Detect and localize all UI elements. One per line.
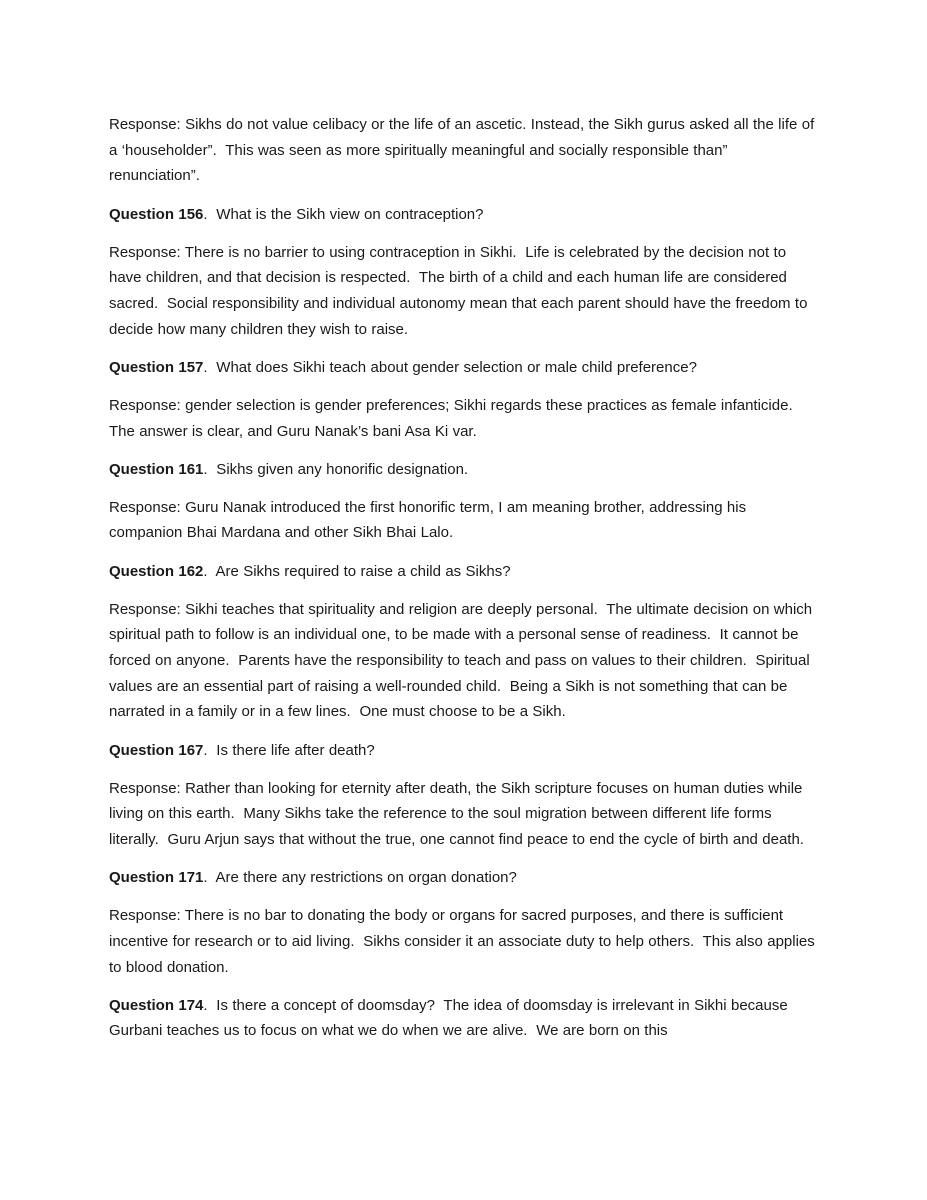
- question-paragraph: [109, 355, 819, 381]
- response-paragraph: [109, 393, 819, 444]
- question-paragraph: [109, 559, 819, 585]
- question-number: Question 174: [109, 996, 204, 1014]
- question-paragraph: [109, 993, 819, 1044]
- paragraph-text: . Are Sikhs required to raise a child as Sikhs?: [203, 562, 511, 580]
- question-paragraph: [109, 457, 819, 483]
- paragraph-text: . Is there a concept of doomsday? The idea of doomsday is irrelevant in Sikhi because Gurbani teaches us to focus on what we do when we are alive. We are born on this: [109, 996, 793, 1040]
- question-number: Question 167: [109, 741, 204, 759]
- document-body: [109, 112, 819, 1044]
- question-number: Question 171: [109, 869, 204, 887]
- question-number: Question 156: [109, 205, 204, 223]
- question-number: Question 157: [109, 358, 204, 376]
- paragraph-text: Response: Sikhi teaches that spirituality and religion are deeply personal. The ultimate decision on which spiritual path to follow is an individual one, to be made with a personal sense of readiness. It cannot be forced on anyone. Parents have the responsibility to teach and pass on values to their children. Spiritual values are an essential part of raising a well-rounded child. Being a Sikh is not something that can be narrated in a family or in a few lines. One must choose to be a Sikh.: [109, 600, 817, 721]
- question-number: Question 161: [109, 460, 204, 478]
- paragraph-text: . Are there any restrictions on organ donation?: [203, 869, 517, 887]
- paragraph-text: . Sikhs given any honorific designation.: [203, 460, 469, 478]
- paragraph-text: . What is the Sikh view on contraception?: [203, 205, 484, 223]
- response-paragraph: [109, 240, 819, 343]
- question-paragraph: [109, 865, 819, 891]
- question-paragraph: [109, 202, 819, 228]
- paragraph-text: Response: There is no bar to donating the body or organs for sacred purposes, and there is sufficient incentive for research or to aid living. Sikhs consider it an associate duty to help others. This also applies to blood donation.: [109, 907, 820, 976]
- paragraph-text: Response: Sikhs do not value celibacy or the life of an ascetic. Instead, the Sikh gurus asked all the life of a ‘householder”. This was seen as more spiritually meaningful and socially responsible than” renunciation”.: [109, 116, 819, 185]
- paragraph-text: Response: Guru Nanak introduced the first honorific term, I am meaning brother, addressing his companion Bhai Mardana and other Sikh Bhai Lalo.: [109, 498, 751, 542]
- paragraph-text: Response: There is no barrier to using contraception in Sikhi. Life is celebrated by the decision not to have children, and that decision is respected. The birth of a child and each human life are considered sacred. Social responsibility and individual autonomy mean that each parent should have the freedom to decide how many children they wish to raise.: [109, 243, 812, 338]
- paragraph-text: . Is there life after death?: [203, 741, 375, 759]
- question-paragraph: [109, 738, 819, 764]
- paragraph-text: . What does Sikhi teach about gender selection or male child preference?: [203, 358, 697, 376]
- question-number: Question 162: [109, 562, 204, 580]
- paragraph-text: Response: gender selection is gender preferences; Sikhi regards these practices as female infanticide. The answer is clear, and Guru Nanak’s bani Asa Ki var.: [109, 396, 802, 440]
- response-paragraph: [109, 112, 819, 189]
- response-paragraph: [109, 597, 819, 726]
- response-paragraph: [109, 495, 819, 546]
- response-paragraph: [109, 903, 819, 980]
- paragraph-text: Response: Rather than looking for eternity after death, the Sikh scripture focuses on human duties while living on this earth. Many Sikhs take the reference to the soul migration between different life forms literally. Guru Arjun says that without the true, one cannot find peace to end the cycle of birth and death.: [109, 779, 807, 849]
- response-paragraph: [109, 776, 819, 853]
